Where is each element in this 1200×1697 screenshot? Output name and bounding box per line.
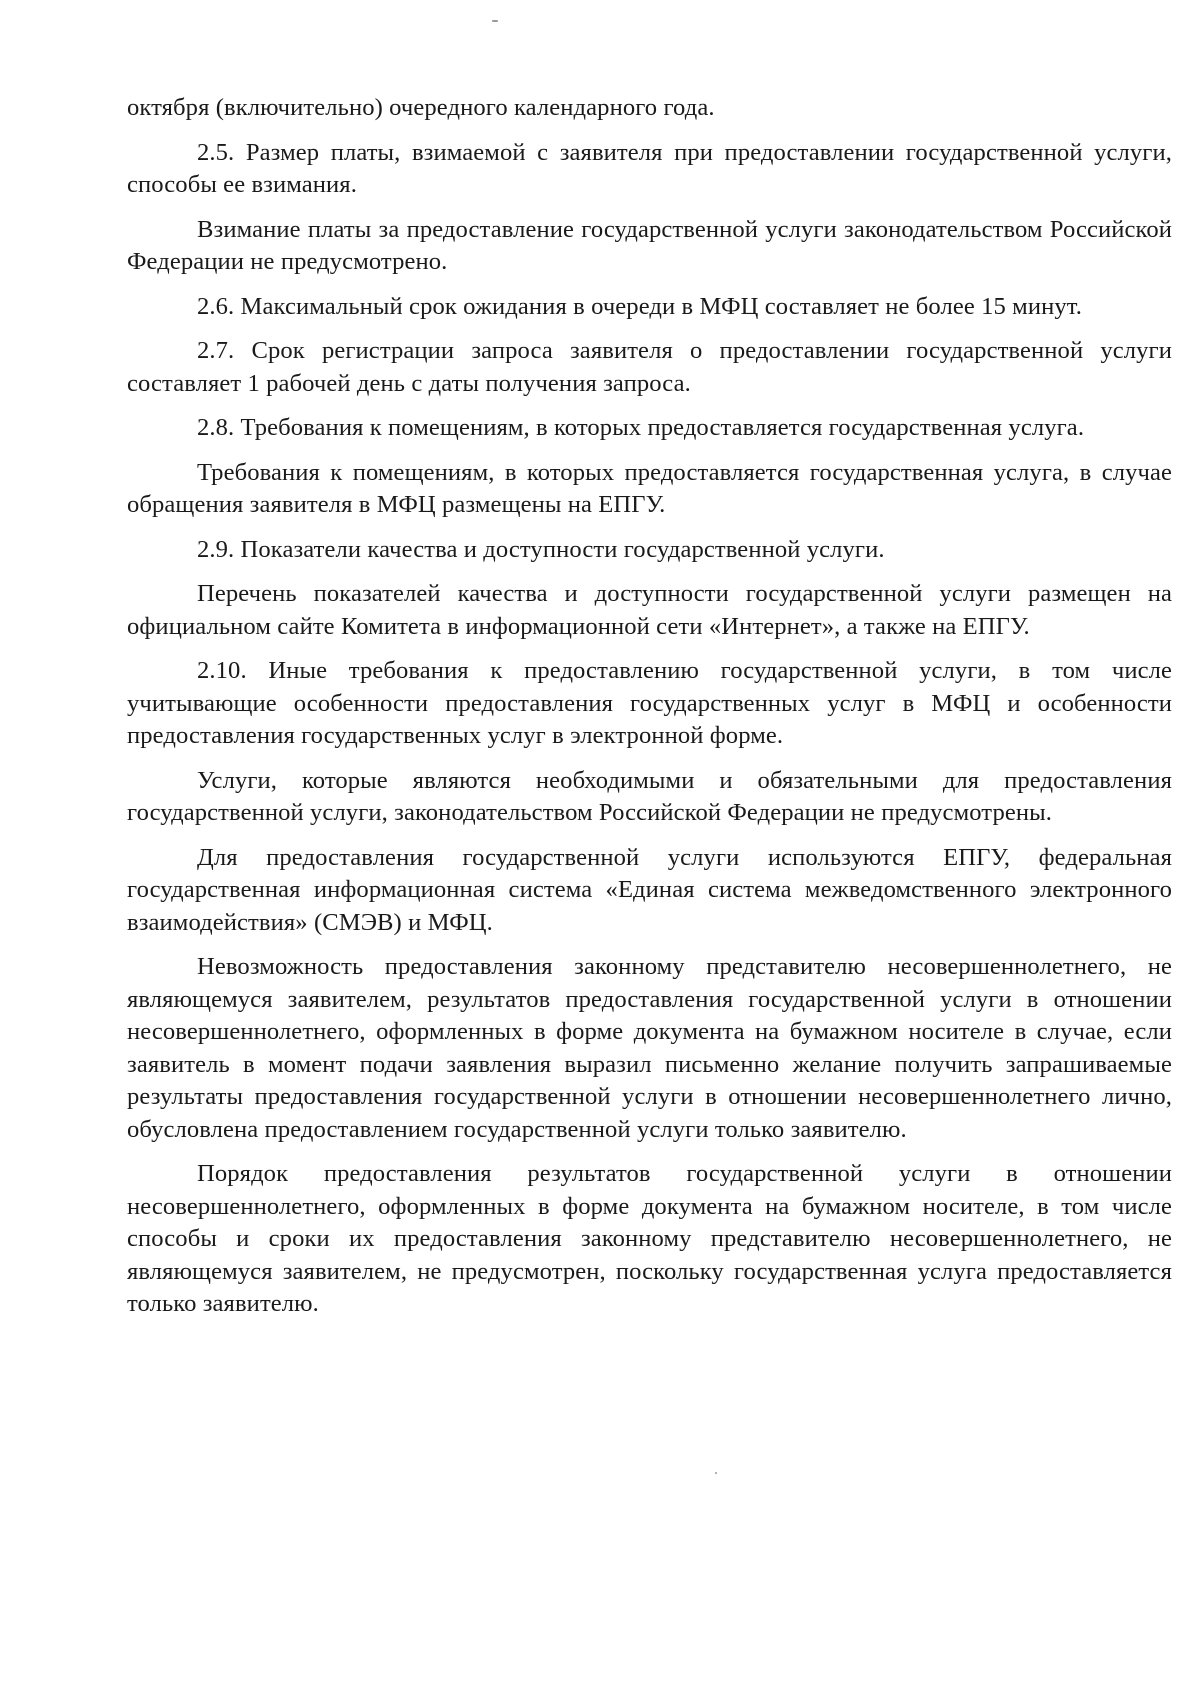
paragraph-2-9-heading: 2.9. Показатели качества и доступности государственной услуги. xyxy=(197,535,885,563)
paragraph-quality-indicators: Перечень показателей качества и доступности государственной услуги размещен на официальном сайте Комитета в информационной сети «Интернет», а также на ЕПГУ. xyxy=(127,580,1172,640)
document-body xyxy=(127,92,1172,1333)
paragraph-continuation: октября (включительно) очередного календарного года. xyxy=(127,94,715,121)
scan-speck xyxy=(492,20,498,22)
paragraph-2-5-heading: 2.5. Размер платы, взимаемой с заявителя при предоставлении государственной услуги, способы ее взимания. xyxy=(127,138,1172,198)
paragraph-fee: Взимание платы за предоставление государственной услуги законодательством Российской Федерации не предусмотрено. xyxy=(127,215,1172,275)
scan-speck xyxy=(715,1472,717,1474)
paragraph-2-8-heading: 2.8. Требования к помещениям, в которых предоставляется государственная услуга. xyxy=(197,414,1085,441)
paragraph-2-6: 2.6. Максимальный срок ожидания в очереди в МФЦ составляет не более 15 минут. xyxy=(197,292,1082,320)
paragraph-systems: Для предоставления государственной услуги используются ЕПГУ, федеральная государственная информационная система «Единая система межведомственного электронного взаимодействия» (СМЭВ) и МФЦ. xyxy=(127,843,1172,936)
paragraph-2-10-heading: 2.10. Иные требования к предоставлению государственной услуги, в том числе учитывающие особенности предоставления государственных услуг в МФЦ и особенности предоставления государственных услуг в электронной форме. xyxy=(127,657,1172,749)
paragraph-required-services: Услуги, которые являются необходимыми и обязательными для предоставления государственной услуги, законодательством Российской Федерации не предусмотрены. xyxy=(127,766,1172,826)
paragraph-premises: Требования к помещениям, в которых предоставляется государственная услуга, в случае обращения заявителя в МФЦ размещены на ЕПГУ. xyxy=(127,458,1172,518)
paragraph-impossibility: Невозможность предоставления законному представителю несовершеннолетнего, не являющемуся заявителем, результатов предоставления государственной услуги в отношении несовершеннолетнего, оформленных в форме документа на бумажном носителе в случае, если заявитель в момент подачи заявления выразил письменно желание получить запрашиваемые результаты предоставления государственной услуги в отношении несовершеннолетнего лично, обусловлена предоставлением государственной услуги только заявителю. xyxy=(127,953,1172,1143)
paragraph-procedure: Порядок предоставления результатов государственной услуги в отношении несовершеннолетнего, оформленных в форме документа на бумажном носителе, в том числе способы и сроки их предоставления законному представителю несовершеннолетнего, не являющемуся заявителем, не предусмотрен, поскольку государственная услуга предоставляется только заявителю. xyxy=(127,1160,1172,1317)
paragraph-2-7: 2.7. Срок регистрации запроса заявителя о предоставлении государственной услуги составляет 1 рабочей день с даты получения запроса. xyxy=(127,337,1172,397)
